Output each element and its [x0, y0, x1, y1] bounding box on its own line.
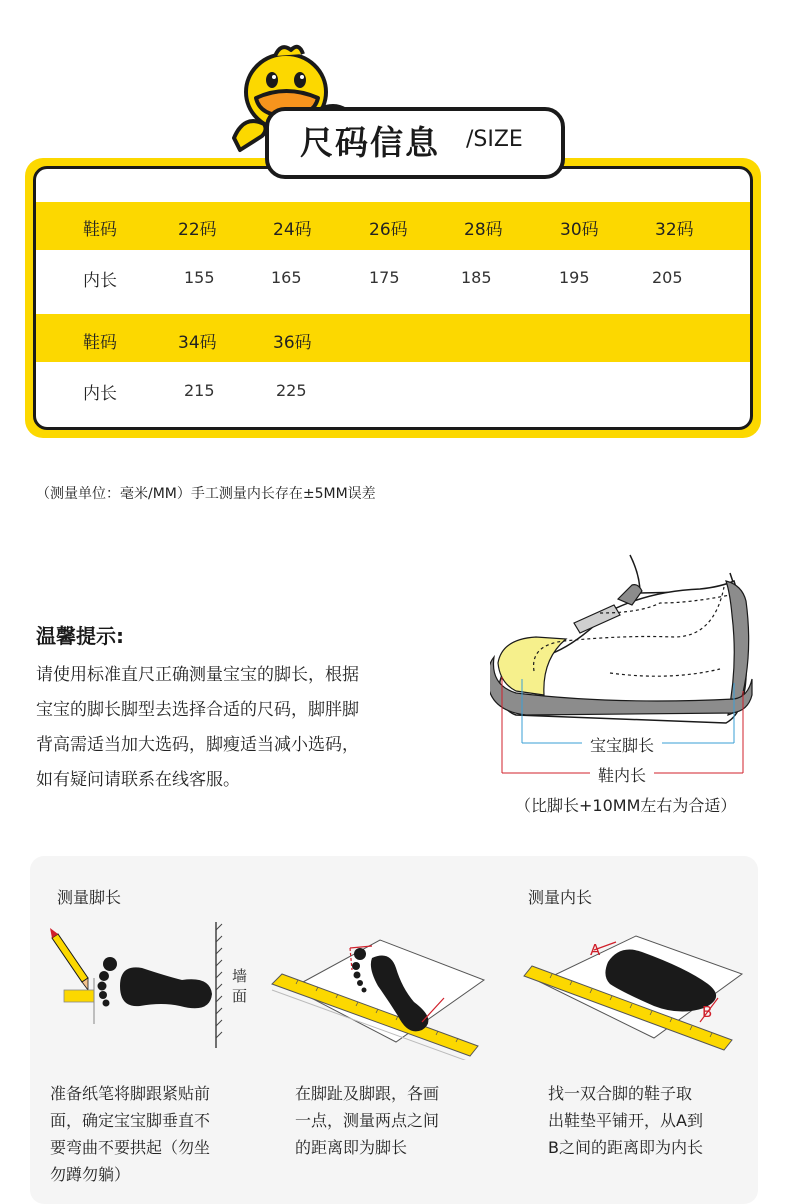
ratio-note: （比脚长+10MM左右为合适）: [515, 796, 737, 815]
foot-on-paper-icon: [268, 930, 490, 1060]
tips-line: 请使用标准直尺正确测量宝宝的脚长，根据: [36, 665, 359, 685]
caption-line: 面，确定宝宝脚垂直不: [50, 1111, 211, 1130]
tips-line: 背高需适当加大选码，脚瘦适当减小选码，: [36, 735, 359, 755]
size-cell: 28码: [464, 220, 503, 240]
point-b-label: B: [702, 1003, 713, 1021]
size-cell: 34码: [178, 333, 217, 353]
caption-line: 出鞋垫平铺开，从A到: [548, 1111, 703, 1130]
size-cell: 30码: [560, 220, 599, 240]
insole-measure-icon: [522, 928, 752, 1060]
size-cell: 36码: [273, 333, 312, 353]
row-label: 鞋码: [83, 333, 117, 353]
length-cell: 225: [276, 381, 307, 400]
caption-line: 勿蹲勿躺）: [50, 1165, 131, 1184]
foot-length-label: 宝宝脚长: [582, 733, 662, 756]
length-cell: 185: [461, 268, 492, 287]
foot-measure-title: 测量脚长: [57, 888, 122, 907]
length-cell: 195: [559, 268, 590, 287]
inner-length-label: 鞋内长: [590, 763, 654, 786]
caption-line: 的距离即为脚长: [295, 1138, 408, 1157]
size-cell: 32码: [655, 220, 694, 240]
length-cell: 205: [652, 268, 683, 287]
tips-line: 宝宝的脚长脚型去选择合适的尺码，脚胖脚: [36, 700, 359, 720]
length-cell: 175: [369, 268, 400, 287]
size-cell: 26码: [369, 220, 408, 240]
tips-line: 如有疑问请联系在线客服。: [36, 770, 240, 790]
page-subtitle: /SIZE: [466, 127, 523, 152]
wall-label: 墙面: [232, 967, 248, 1005]
length-cell: 215: [184, 381, 215, 400]
tips-heading: 温馨提示:: [36, 624, 124, 648]
step-3-caption: [548, 1080, 703, 1161]
length-cell: 155: [184, 268, 215, 287]
size-cell: 24码: [273, 220, 312, 240]
length-cell: 165: [271, 268, 302, 287]
point-a-label: A: [590, 941, 601, 959]
row-label: 内长: [83, 384, 117, 404]
row-label: 鞋码: [83, 220, 117, 240]
size-row-band-2: [36, 314, 750, 362]
caption-line: 找一双合脚的鞋子取: [548, 1084, 693, 1103]
caption-line: 一点，测量两点之间: [295, 1111, 440, 1130]
caption-line: 准备纸笔将脚跟紧贴前: [50, 1084, 211, 1103]
caption-line: 要弯曲不要拱起（勿坐: [50, 1138, 211, 1157]
measurement-note: （测量单位：毫米/MM）手工测量内长存在±5MM误差: [36, 486, 376, 502]
size-cell: 22码: [178, 220, 217, 240]
foot-against-wall-icon: [50, 920, 250, 1055]
page-title: 尺码信息: [300, 123, 440, 162]
size-table: [33, 166, 753, 430]
caption-line: B之间的距离即为内长: [548, 1138, 703, 1157]
step-2-caption: [295, 1080, 439, 1161]
step-1-caption: [50, 1080, 210, 1188]
row-label: 内长: [83, 271, 117, 291]
caption-line: 在脚趾及脚跟，各画: [295, 1084, 440, 1103]
inner-measure-title: 测量内长: [528, 888, 593, 907]
